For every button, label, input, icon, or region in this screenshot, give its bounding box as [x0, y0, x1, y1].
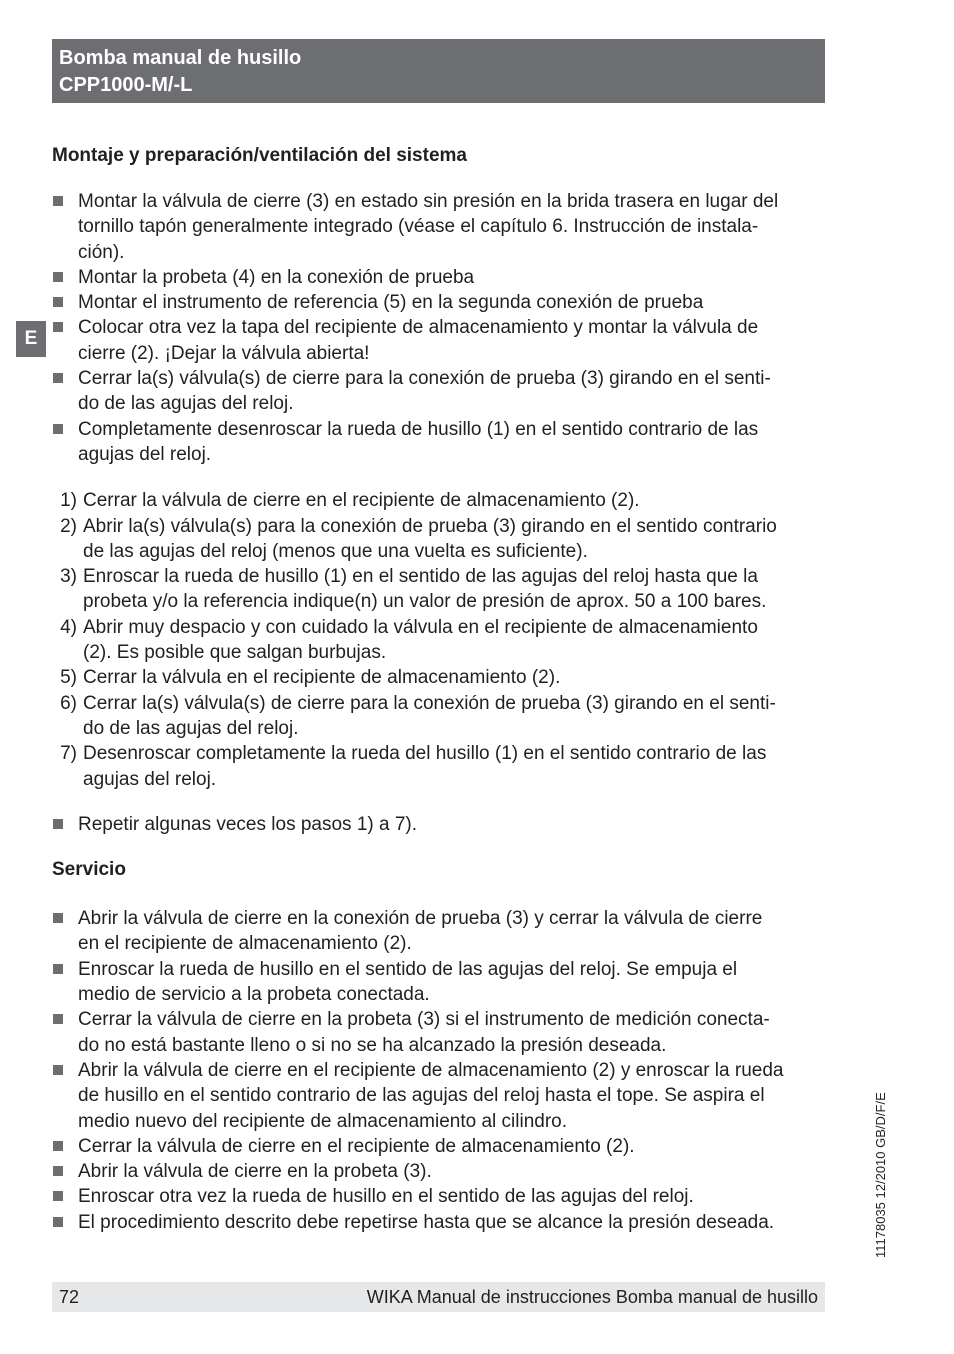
bullet-square-icon [53, 424, 63, 434]
list-item [52, 366, 832, 417]
list-item-line: Abrir la válvula de cierre en la conexión de prueba (3) y cerrar la válvula de cierre [78, 908, 763, 930]
list-item-line: Montar la válvula de cierre (3) en estado sin presión en la brida trasera en lugar del [78, 191, 779, 212]
step-line: do de las agujas del reloj. [83, 717, 299, 739]
step-item [52, 691, 832, 742]
header-model: CPP1000-M/-L [59, 74, 193, 96]
ventilation-step-list [52, 488, 832, 792]
bullet-square-icon [53, 196, 63, 206]
list-item-line: cierre (2). ¡Dejar la válvula abierta! [78, 342, 370, 364]
list-item [52, 290, 832, 315]
list-item-line: Cerrar la válvula de cierre en la probeta (3) si el instrumento de medición conecta- [78, 1009, 770, 1031]
bullet-square-icon [53, 1217, 63, 1227]
list-item [52, 265, 832, 290]
step-line: probeta y/o la referencia indique(n) un valor de presión de aprox. 50 a 100 bares. [83, 591, 767, 613]
step-line: Cerrar la(s) válvula(s) de cierre para la conexión de prueba (3) girando en el senti- [83, 692, 776, 714]
bullet-square-icon [53, 964, 63, 974]
list-item-line: Completamente desenroscar la rueda de husillo (1) en el sentido contrario de las [78, 418, 759, 440]
bullet-square-icon [53, 373, 63, 383]
step-line: de las agujas del reloj (menos que una vuelta es suficiente). [83, 540, 588, 562]
montaje-bullet-list [52, 189, 832, 467]
list-item-line: Montar el instrumento de referencia (5) en la segunda conexión de prueba [78, 292, 704, 314]
list-item-line: do no está bastante lleno o si no se ha alcanzado la presión deseada. [78, 1034, 667, 1056]
list-item-line: de husillo en el sentido contrario de las agujas del reloj hasta el tope. Se aspira el [78, 1085, 765, 1107]
step-number: 4) [60, 616, 77, 638]
list-item-line: do de las agujas del reloj. [78, 393, 294, 415]
list-item [52, 315, 832, 366]
step-number: 2) [60, 515, 77, 537]
bullet-square-icon [53, 272, 63, 282]
list-item-line: tornillo tapón generalmente integrado (véase el capítulo 6. Instrucción de instala- [78, 216, 759, 238]
step-item [52, 665, 832, 690]
list-item [52, 957, 832, 1008]
list-item-line: agujas del reloj. [78, 443, 212, 465]
document-code: 11178035 12/2010 GB/D/F/E [873, 1092, 888, 1258]
bullet-square-icon [53, 1065, 63, 1075]
bullet-square-icon [53, 1166, 63, 1176]
step-item [52, 564, 832, 615]
list-item-line: Cerrar la válvula de cierre en el recipiente de almacenamiento (2). [78, 1135, 635, 1157]
servicio-bullet-list [52, 906, 832, 1235]
bullet-square-icon [53, 819, 63, 829]
language-tab: E [16, 321, 46, 357]
footer-title: WIKA Manual de instrucciones Bomba manual de husillo [366, 1287, 818, 1307]
list-item-line: ción). [78, 241, 125, 263]
list-item-line: medio nuevo del recipiente de almacenamiento al cilindro. [78, 1110, 568, 1132]
step-number: 7) [60, 743, 77, 765]
repeat-text: Repetir algunas veces los pasos 1) a 7). [78, 813, 418, 835]
list-item-line: en el recipiente de almacenamiento (2). [78, 933, 412, 955]
list-item-line: Colocar otra vez la tapa del recipiente de almacenamiento y montar la válvula de [78, 317, 759, 339]
step-line: Cerrar la válvula en el recipiente de almacenamiento (2). [83, 667, 561, 689]
step-line: Abrir la(s) válvula(s) para la conexión de prueba (3) girando en el sentido contrario [83, 515, 777, 537]
step-number: 5) [60, 667, 77, 689]
step-line: Desenroscar completamente la rueda del husillo (1) en el sentido contrario de las [83, 743, 767, 765]
list-item-line: medio de servicio a la probeta conectada. [78, 984, 430, 1006]
list-item [52, 417, 832, 468]
list-item [52, 1007, 832, 1058]
repeat-bullet [52, 812, 832, 837]
step-number: 1) [60, 490, 77, 512]
list-item-line: Enroscar otra vez la rueda de husillo en el sentido de las agujas del reloj. [78, 1186, 694, 1208]
bullet-square-icon [53, 1191, 63, 1201]
list-item-line: Montar la probeta (4) en la conexión de prueba [78, 266, 475, 288]
step-line: Enroscar la rueda de husillo (1) en el sentido de las agujas del reloj hasta que la [83, 566, 758, 588]
bullet-square-icon [53, 297, 63, 307]
page-number: 72 [59, 1287, 80, 1307]
list-item-line: Cerrar la(s) válvula(s) de cierre para la conexión de prueba (3) girando en el senti- [78, 368, 771, 390]
step-line: (2). Es posible que salgan burbujas. [83, 642, 387, 664]
bullet-square-icon [53, 1014, 63, 1024]
section-heading-servicio: Servicio [52, 859, 126, 881]
bullet-square-icon [53, 913, 63, 923]
step-item [52, 741, 832, 792]
list-item [52, 1159, 832, 1184]
list-item-line: Abrir la válvula de cierre en la probeta (3). [78, 1161, 432, 1183]
section-heading-montaje: Montaje y preparación/ventilación del sistema [52, 145, 467, 166]
list-item-line: Enroscar la rueda de husillo en el sentido de las agujas del reloj. Se empuja el [78, 958, 738, 980]
step-item [52, 514, 832, 565]
bullet-square-icon [53, 322, 63, 332]
header-title: Bomba manual de husillo [59, 47, 302, 69]
step-line: Cerrar la válvula de cierre en el recipiente de almacenamiento (2). [83, 490, 640, 512]
page-header [52, 39, 825, 103]
page-content [52, 143, 832, 1235]
step-item [52, 615, 832, 666]
step-line: agujas del reloj. [83, 768, 217, 790]
step-number: 3) [60, 566, 77, 588]
page-footer [52, 1282, 825, 1312]
list-item [52, 1134, 832, 1159]
list-item [52, 1184, 832, 1209]
list-item [52, 189, 832, 265]
list-item [52, 1058, 832, 1134]
list-item-line: El procedimiento descrito debe repetirse hasta que se alcance la presión deseada. [78, 1211, 775, 1233]
list-item-line: Abrir la válvula de cierre en el recipiente de almacenamiento (2) y enroscar la rueda [78, 1059, 784, 1081]
step-line: Abrir muy despacio y con cuidado la válvula en el recipiente de almacenamiento [83, 616, 758, 638]
step-number: 6) [60, 692, 77, 714]
step-item [52, 488, 832, 513]
bullet-square-icon [53, 1141, 63, 1151]
list-item [52, 906, 832, 957]
list-item [52, 1210, 832, 1235]
